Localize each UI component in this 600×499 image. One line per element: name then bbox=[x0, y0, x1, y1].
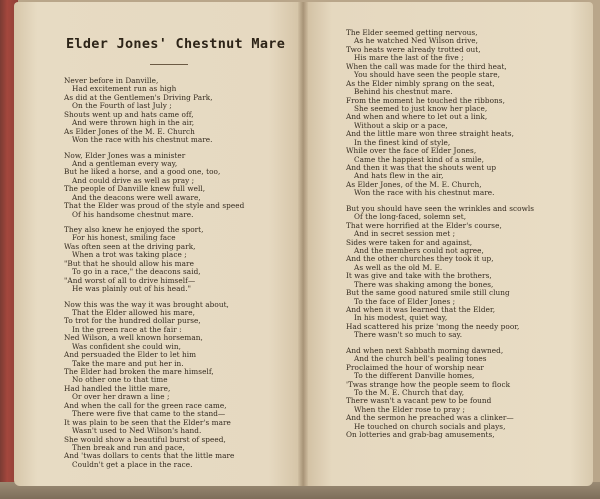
poem-line: As Elder Jones of the M. E. Church bbox=[64, 126, 195, 136]
poem-line: Without a skip or a pace, bbox=[354, 120, 448, 130]
poem-line: It was give and take with the brothers, bbox=[346, 271, 492, 281]
poem-line: That were horrified at the Elder's course, bbox=[346, 220, 502, 230]
poem-line: The Elder had broken the mare himself, bbox=[64, 367, 214, 376]
poem-line: Had excitement run as high bbox=[72, 84, 177, 94]
poem-line: Had scattered his prize 'mong the needy poor, bbox=[346, 321, 520, 331]
poem-line: There was shaking among the bones, bbox=[354, 279, 494, 289]
poem-line: And when it was learned that the Elder, bbox=[346, 305, 496, 314]
poem-line: And 'twas dollars to cents that the little mare bbox=[64, 451, 235, 461]
poem-line: Shouts went up and hats came off, bbox=[64, 109, 194, 119]
poem-line: As well as the old M. E. bbox=[354, 262, 443, 272]
stanza bbox=[346, 205, 586, 340]
poem-line: Or over her drawn a line ; bbox=[72, 392, 170, 402]
poem-line: As did at the Gentlemen's Driving Park, bbox=[64, 92, 213, 102]
poem-line: And when and where to let out a link, bbox=[346, 112, 488, 122]
poem-line: Two heats were already trotted out, bbox=[346, 44, 481, 54]
poem-line: And in secret session met ; bbox=[354, 229, 456, 239]
poem-line: Won the race with his chestnut mare. bbox=[354, 188, 495, 198]
poem-line: As the Elder nimbly sprang on the seat, bbox=[346, 78, 495, 88]
right-page-text bbox=[346, 29, 586, 447]
poem-line: Wasn't used to Ned Wilson's hand. bbox=[72, 426, 202, 436]
left-page-text bbox=[64, 77, 296, 476]
poem-line: But the same good natured smile still clung bbox=[346, 288, 510, 298]
poem-line: Then break and run and pace, bbox=[72, 442, 185, 452]
poem-line: 'Twas strange how the people seem to flock bbox=[346, 379, 511, 389]
poem-line: Of the long-faced, solemn set, bbox=[354, 212, 467, 222]
poem-line: There wasn't so much to say. bbox=[354, 330, 463, 340]
poem-line: In the green race at the fair : bbox=[72, 324, 182, 334]
poem-line: She would show a beautiful burst of speed, bbox=[64, 434, 226, 444]
poem-line: Ned Wilson, a well known horseman, bbox=[64, 333, 203, 343]
poem-line: The people of Danville knew full well, bbox=[64, 184, 206, 194]
poem-line: He touched on church socials and plays, bbox=[354, 421, 506, 431]
stanza bbox=[346, 347, 586, 440]
poem-line: "And worst of all to drive himself— bbox=[64, 275, 196, 285]
poem-line: No other one to that time bbox=[72, 375, 168, 385]
poem-line: On lotteries and grab-bag amusements, bbox=[346, 430, 495, 440]
poem-line: When the call was made for the third heat, bbox=[346, 61, 507, 71]
poem-line: And when next Sabbath morning dawned, bbox=[346, 345, 504, 355]
poem-line: His mare the last of the five ; bbox=[354, 53, 464, 63]
book-gutter bbox=[298, 2, 308, 486]
poem-line: Now, Elder Jones was a minister bbox=[64, 150, 186, 160]
poem-line: And the little mare won three straight heats, bbox=[346, 129, 514, 139]
poem-line: And persuaded the Elder to let him bbox=[64, 350, 197, 360]
stanza bbox=[346, 29, 586, 198]
poem-line: When a trot was taking place ; bbox=[72, 250, 187, 260]
poem-line: Sides were taken for and against, bbox=[346, 237, 473, 247]
poem-line: There were five that came to the stand— bbox=[72, 409, 226, 419]
poem-line: And the sermon he preached was a clinker— bbox=[346, 413, 514, 423]
poem-line: Couldn't get a place in the race. bbox=[72, 459, 193, 469]
poem-line: In his modest, quiet way, bbox=[354, 313, 448, 323]
stanza bbox=[64, 301, 296, 470]
poem-line: They also knew he enjoyed the sport, bbox=[64, 225, 204, 234]
poem-line: And could drive as well as pray ; bbox=[72, 175, 195, 185]
poem-line: To go in a race," the deacons said, bbox=[72, 267, 201, 277]
poem-line: Came the happiest kind of a smile, bbox=[354, 154, 484, 164]
poem-line: Take the mare and put her in. bbox=[72, 358, 184, 368]
poem-line: It was plain to be seen that the Elder's mare bbox=[64, 417, 231, 427]
poem-line: As he watched Ned Wilson drive, bbox=[354, 36, 478, 46]
poem-line: And the other churches they took it up, bbox=[346, 254, 494, 264]
poem-line: The Elder seemed getting nervous, bbox=[346, 28, 478, 37]
poem-line: Never before in Danville, bbox=[64, 76, 159, 85]
poem-line: And were thrown high in the air, bbox=[72, 118, 195, 128]
poem-title: Elder Jones' Chestnut Mare bbox=[66, 36, 286, 52]
poem-line: But you should have seen the wrinkles and scowls bbox=[346, 203, 535, 213]
poem-line: And the members could not agree, bbox=[354, 245, 484, 255]
poem-line: "But that he should allow his mare bbox=[64, 258, 194, 268]
poem-line: And a gentleman every way, bbox=[72, 158, 178, 168]
poem-line: To the different Danville homes, bbox=[354, 371, 475, 381]
poem-line: To the M. E. Church that day, bbox=[354, 387, 465, 397]
poem-line: That the Elder was proud of the style and speed bbox=[64, 201, 245, 211]
poem-line: Behind his chestnut mare. bbox=[354, 87, 453, 97]
poem-line: And the deacons were well aware, bbox=[72, 192, 201, 202]
poem-line: To trot for the hundred dollar purse, bbox=[64, 316, 201, 326]
poem-line: And when the call for the green race came, bbox=[64, 400, 227, 410]
poem-line: But he liked a horse, and a good one, too, bbox=[64, 167, 221, 177]
stanza bbox=[64, 77, 296, 145]
poem-line: And the church bell's pealing tones bbox=[354, 354, 487, 364]
poem-line: On the Fourth of last July ; bbox=[72, 101, 172, 111]
poem-line: Was often seen at the driving park, bbox=[64, 241, 196, 251]
poem-line: Was confident she could win, bbox=[72, 341, 182, 351]
poem-line: For his honest, smiling face bbox=[72, 233, 176, 243]
poem-line: And then it was that the shouts went up bbox=[346, 163, 497, 172]
poem-line: To the face of Elder Jones ; bbox=[354, 296, 456, 306]
poem-line: There wasn't a vacant pew to be found bbox=[346, 396, 492, 406]
stanza bbox=[64, 152, 296, 220]
poem-line: Of his handsome chestnut mare. bbox=[72, 209, 194, 219]
poem-line: From the moment he touched the ribbons, bbox=[346, 95, 505, 105]
poem-line: While over the face of Elder Jones, bbox=[346, 146, 477, 156]
poem-line: In the finest kind of style, bbox=[354, 137, 451, 147]
poem-line: Had handled the little mare, bbox=[64, 383, 171, 393]
poem-line: That the Elder allowed his mare, bbox=[72, 307, 195, 317]
poem-line: Won the race with his chestnut mare. bbox=[72, 135, 213, 145]
poem-line: Now this was the way it was brought about, bbox=[64, 299, 229, 309]
poem-line: She seemed to just know her place, bbox=[354, 103, 488, 113]
poem-line: Proclaimed the hour of worship near bbox=[346, 362, 484, 372]
stanza bbox=[64, 226, 296, 294]
poem-line: And hats flew in the air, bbox=[354, 171, 444, 181]
poem-line: You should have seen the people stare, bbox=[354, 70, 501, 80]
poem-line: He was plainly out of his head." bbox=[72, 284, 191, 294]
poem-line: When the Elder rose to pray ; bbox=[354, 404, 466, 414]
poem-line: As Elder Jones, of the M. E. Church, bbox=[346, 179, 482, 189]
title-divider bbox=[150, 64, 188, 65]
